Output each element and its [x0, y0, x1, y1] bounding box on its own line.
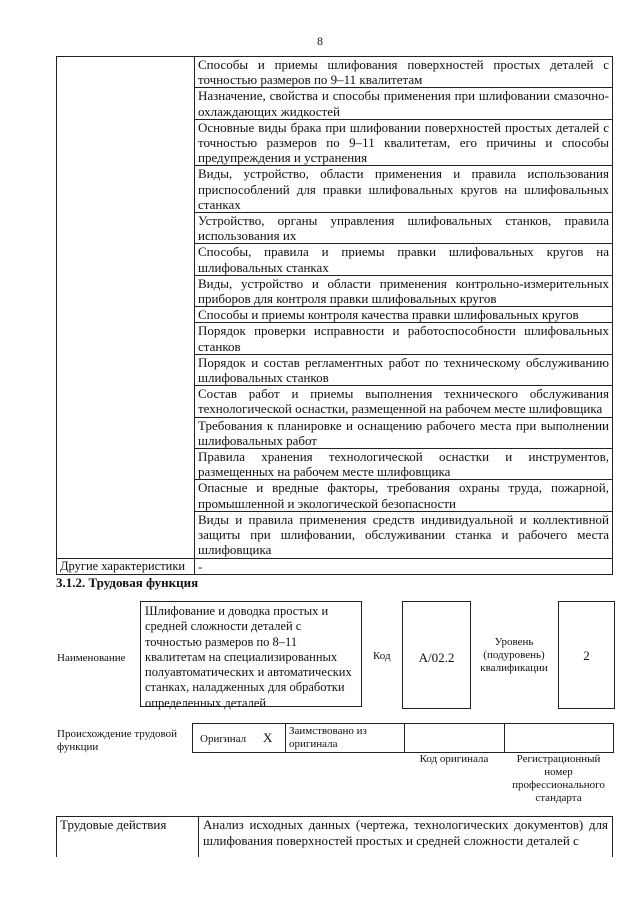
knowledge-row [57, 417, 613, 448]
knowledge-item: Порядок и состав регламентных работ по техническому обслуживанию шлифовальных станков [195, 354, 613, 385]
knowledge-row-label-cell [57, 57, 195, 88]
other-characteristics-value: - [195, 558, 613, 574]
page-number: 8 [317, 34, 323, 48]
knowledge-row [57, 307, 613, 323]
knowledge-row-label-cell [57, 213, 195, 244]
other-characteristics-label: Другие характеристики [57, 558, 195, 574]
knowledge-row [57, 323, 613, 354]
actions-label: Трудовые действия [57, 817, 199, 858]
knowledge-item: Правила хранения технологической оснастки и инструментов, размещенных на рабочем месте шлифовщика [195, 449, 613, 480]
knowledge-row-label-cell [57, 449, 195, 480]
knowledge-row-label-cell [57, 307, 195, 323]
knowledge-row [57, 166, 613, 213]
knowledge-row-label-cell [57, 166, 195, 213]
knowledge-row [57, 119, 613, 166]
knowledge-row-label-cell [57, 511, 195, 558]
reg-number-label: Регистрационный номер профессионального стандарта [512, 753, 605, 804]
knowledge-row-label-cell [57, 480, 195, 511]
code-box [402, 601, 471, 709]
code-original-box [404, 723, 505, 753]
function-code: A/02.2 [418, 650, 455, 665]
reg-number-box [504, 723, 614, 753]
knowledge-row-label-cell [57, 323, 195, 354]
knowledge-row [57, 57, 613, 88]
code-label: Код [373, 650, 391, 662]
knowledge-item: Способы, правила и приемы правки шлифовальных кругов на шлифовальных станках [195, 244, 613, 275]
knowledge-row-label-cell [57, 88, 195, 119]
name-label: Наименование [57, 652, 126, 664]
knowledge-item: Виды, устройство и области применения контрольно-измерительных приборов для контроля правки шлифовальных кругов [195, 275, 613, 306]
action-item: Анализ исходных данных (чертежа, технологических документов) для шлифования поверхностей простых и средней сложности деталей с [199, 817, 613, 858]
level-box [558, 601, 615, 709]
knowledge-item: Способы и приемы контроля качества правки шлифовальных кругов [195, 307, 613, 323]
knowledge-row [57, 449, 613, 480]
function-name: Шлифование и доводка простых и средней сложности деталей с точностью размеров по 8–11 квалитетам на специализированных полуавтоматических и автоматических станках, наладженных для обработки определенных деталей [140, 601, 362, 707]
knowledge-row [57, 480, 613, 511]
knowledge-row-label-cell [57, 386, 195, 417]
original-label: Оригинал [200, 733, 247, 745]
knowledge-row [57, 275, 613, 306]
knowledge-table [56, 56, 613, 575]
knowledge-row [57, 213, 613, 244]
knowledge-item: Устройство, органы управления шлифовальных станков, правила использования их [195, 213, 613, 244]
knowledge-row [57, 511, 613, 558]
knowledge-table-body [57, 57, 613, 559]
knowledge-item: Способы и приемы шлифования поверхностей простых деталей с точностью размеров по 9–11 квалитетам [195, 57, 613, 88]
borrowed-box [284, 723, 405, 753]
level-label: Уровень (подуровень) квалификации [480, 636, 548, 674]
knowledge-item: Порядок проверки исправности и работоспособности шлифовальных станков [195, 323, 613, 354]
knowledge-row-label-cell [57, 244, 195, 275]
knowledge-row [57, 244, 613, 275]
knowledge-row-label-cell [57, 354, 195, 385]
knowledge-item: Виды и правила применения средств индивидуальной и коллективной защиты при шлифовании, обслуживании станка и рабочего места шлифовщика [195, 511, 613, 558]
knowledge-item: Требования к планировке и оснащению рабочего места при выполнении шлифовальных работ [195, 417, 613, 448]
knowledge-item: Виды, устройство, области применения и правила использования приспособлений для правки шлифовальных кругов на шлифовальных станках [195, 166, 613, 213]
knowledge-item: Состав работ и приемы выполнения технического обслуживания технологической оснастки, размещенной на рабочем месте шлифовщика [195, 386, 613, 417]
knowledge-item: Опасные и вредные факторы, требования охраны труда, пожарной, промышленной и экологической безопасности [195, 480, 613, 511]
code-original-label: Код оригинала [419, 753, 489, 765]
knowledge-row-label-cell [57, 119, 195, 166]
knowledge-row [57, 354, 613, 385]
knowledge-item: Основные виды брака при шлифовании поверхностей простых деталей с точностью размеров по 9–11 квалитетам, его причины и способы предупреждения и устранения [195, 119, 613, 166]
qualification-level: 2 [583, 648, 590, 663]
knowledge-row-label-cell [57, 417, 195, 448]
knowledge-row [57, 386, 613, 417]
knowledge-item: Назначение, свойства и способы применения при шлифовании смазочно-охлаждающих жидкостей [195, 88, 613, 119]
original-mark: X [263, 730, 273, 745]
section-title: 3.1.2. Трудовая функция [56, 575, 199, 590]
other-characteristics-row [57, 558, 613, 574]
knowledge-row [57, 88, 613, 119]
actions-table [56, 816, 613, 857]
actions-row [57, 817, 613, 858]
origin-label: Происхождение трудовой функции [57, 728, 178, 753]
original-box [192, 723, 286, 753]
knowledge-row-label-cell [57, 275, 195, 306]
borrowed-label: Заимствовано из оригинала [289, 725, 367, 750]
